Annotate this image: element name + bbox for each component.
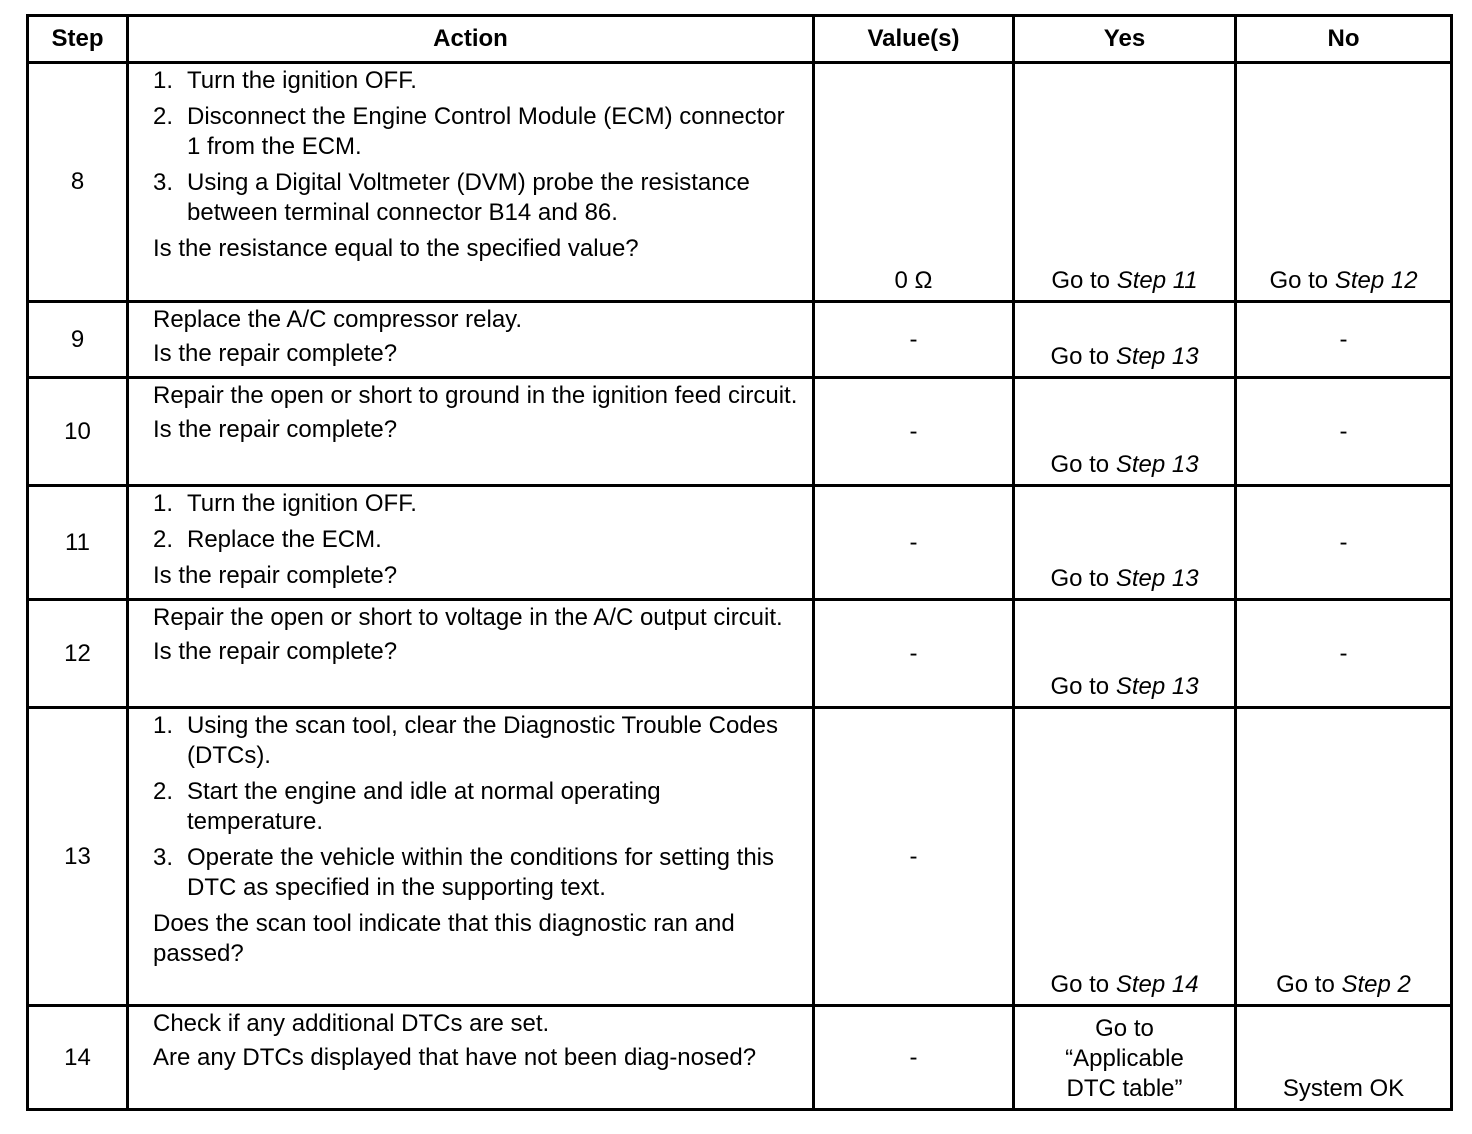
step-reference: Step 12 (1334, 267, 1418, 294)
action-steps (153, 711, 802, 903)
action-cell (128, 1006, 814, 1110)
list-item: 1. Turn the ignition OFF. (153, 67, 417, 94)
step-reference: Step 13 (1115, 451, 1199, 478)
list-item: 3. Using a Digital Voltmeter (DVM) probe the resistance between terminal connector B14 and 86. (153, 169, 750, 226)
list-item: 1. Using the scan tool, clear the Diagnostic Trouble Codes (DTCs). (153, 712, 778, 769)
step-reference: Step 13 (1115, 565, 1199, 592)
value-cell: - (814, 486, 1014, 600)
step-reference: Step 2 (1341, 971, 1411, 998)
action-question: Is the repair complete? (153, 416, 398, 443)
action-cell (128, 708, 814, 1006)
action-question: Are any DTCs displayed that have not been diag-nosed? (153, 1044, 757, 1071)
action-cell (128, 302, 814, 378)
yes-cell: Go to Step 13 (1014, 302, 1236, 378)
header-step: Step (28, 16, 128, 63)
header-value: Value(s) (814, 16, 1014, 63)
table-row (28, 378, 1452, 486)
action-cell (128, 63, 814, 302)
action-text: Repair the open or short to ground in the ignition feed circuit. (153, 382, 798, 409)
header-action: Action (128, 16, 814, 63)
action-question: Is the resistance equal to the specified value? (153, 235, 639, 262)
action-steps (153, 66, 802, 228)
action-question: Does the scan tool indicate that this diagnostic ran and passed? (153, 910, 735, 967)
diagnostic-table (26, 14, 1453, 1111)
step-number: 13 (28, 708, 128, 1006)
table-row (28, 486, 1452, 600)
step-number: 9 (28, 302, 128, 378)
table-row (28, 63, 1452, 302)
yes-cell: Go to Step 13 (1014, 600, 1236, 708)
list-item: 1. Turn the ignition OFF. (153, 490, 417, 517)
list-item: 2. Start the engine and idle at normal operating temperature. (153, 778, 661, 835)
yes-cell: Go to Step 14 (1014, 708, 1236, 1006)
value-cell: - (814, 600, 1014, 708)
no-cell: Go to Step 12 (1236, 63, 1452, 302)
header-no: No (1236, 16, 1452, 63)
yes-cell: Go to “Applicable DTC table” (1014, 1006, 1236, 1110)
list-item: 2. Replace the ECM. (153, 526, 382, 553)
step-number: 11 (28, 486, 128, 600)
step-reference: Step 13 (1115, 673, 1199, 700)
header-row (28, 16, 1452, 63)
value-cell: - (814, 302, 1014, 378)
value-cell: - (814, 708, 1014, 1006)
no-cell: System OK (1236, 1006, 1452, 1110)
no-cell: - (1236, 302, 1452, 378)
no-cell: - (1236, 486, 1452, 600)
action-question: Is the repair complete? (153, 340, 398, 367)
header-yes: Yes (1014, 16, 1236, 63)
table-row (28, 708, 1452, 1006)
table-row (28, 600, 1452, 708)
yes-cell: Go to Step 11 (1014, 63, 1236, 302)
no-cell: Go to Step 2 (1236, 708, 1452, 1006)
step-reference: Step 13 (1115, 343, 1199, 370)
action-text: Check if any additional DTCs are set. (153, 1010, 550, 1037)
yes-cell: Go to Step 13 (1014, 486, 1236, 600)
action-cell (128, 600, 814, 708)
step-number: 8 (28, 63, 128, 302)
step-number: 14 (28, 1006, 128, 1110)
action-steps (153, 489, 802, 555)
no-cell: - (1236, 378, 1452, 486)
step-reference: Step 14 (1115, 971, 1199, 998)
no-cell: - (1236, 600, 1452, 708)
list-item: 3. Operate the vehicle within the conditions for setting this DTC as specified in the supporting text. (153, 844, 774, 901)
action-text: Repair the open or short to voltage in the A/C output circuit. (153, 604, 783, 631)
table-row (28, 302, 1452, 378)
step-number: 12 (28, 600, 128, 708)
table-row (28, 1006, 1452, 1110)
step-reference: Step 11 (1116, 267, 1198, 294)
value-cell: - (814, 378, 1014, 486)
value-cell: - (814, 1006, 1014, 1110)
yes-cell: Go to Step 13 (1014, 378, 1236, 486)
action-cell (128, 486, 814, 600)
list-item: 2. Disconnect the Engine Control Module (ECM) connector 1 from the ECM. (153, 103, 785, 160)
action-text: Replace the A/C compressor relay. (153, 306, 523, 333)
action-cell (128, 378, 814, 486)
step-number: 10 (28, 378, 128, 486)
action-question: Is the repair complete? (153, 638, 398, 665)
value-cell: 0 Ω (814, 63, 1014, 302)
action-question: Is the repair complete? (153, 562, 398, 589)
